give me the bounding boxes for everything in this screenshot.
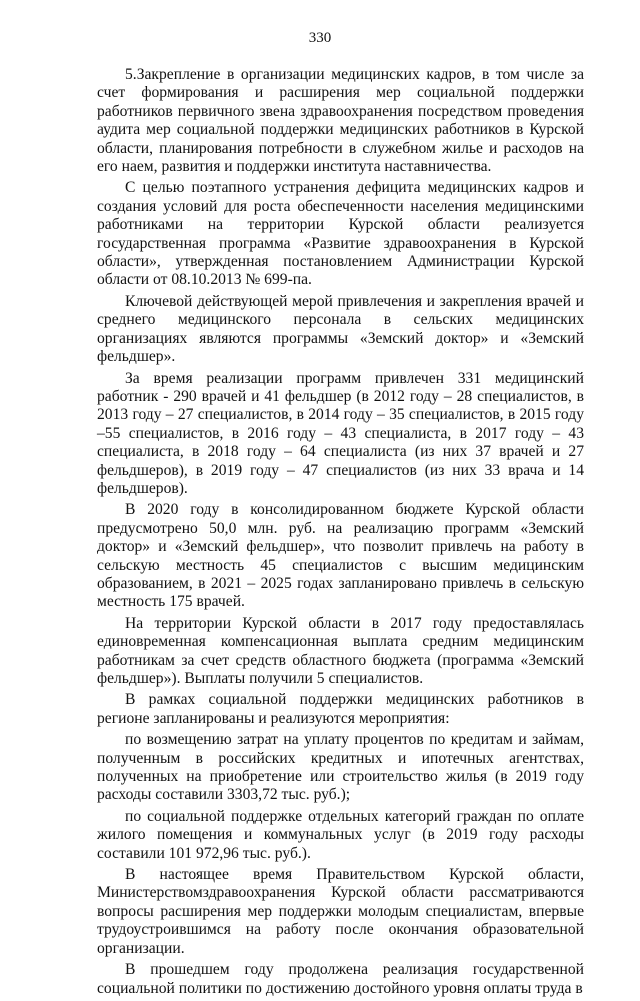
document-body: [97, 66, 584, 1001]
paragraph-state-program: С целью поэтапного устранения дефицита медицинских кадров и создания условий для роста обеспеченности населения медицинскими работниками на территории Курской области реализуется государственная программа «Развитие здравоохранения в Курской области», утвержденная постановлением Администрации Курской области от 08.10.2013 № 699-па.: [97, 179, 584, 289]
paragraph-support-measures: В рамках социальной поддержки медицинских работников в регионе запланированы и реализуются мероприятия:: [97, 691, 584, 727]
paragraph-staff-retention: 5.Закрепление в организации медицинских кадров, в том числе за счет формирования и расширения мер социальной поддержки работников первичного звена здравоохранения посредством проведения аудита мер социальной поддержки медицинских работников в Курской области, планирования потребности в служебном жилье и расходов на его наем, развития и поддержки института наставничества.: [97, 66, 584, 176]
paragraph-compensation-2017: На территории Курской области в 2017 году предоставлялась единовременная компенсационная выплата средним медицинским работникам за счет средств областного бюджета (программа «Земский фельдшер»). Выплаты получили 5 специалистов.: [97, 614, 584, 687]
paragraph-program-results: За время реализации программ привлечен 331 медицинский работник - 290 врачей и 41 фельдшер (в 2012 году – 28 специалистов, в 2013 году – 27 специалистов, в 2014 году – 35 специалистов, в 2015 году –55 специалистов, в 2016 году – 43 специалиста, в 2017 году – 43 специалиста, в 2018 году – 64 специалиста (из них 37 врачей и 27 фельдшеров), в 2019 году – 47 специалистов (из них 33 врача и 14 фельдшеров).: [97, 369, 584, 497]
paragraph-zemsky-programs: Ключевой действующей мерой привлечения и закрепления врачей и среднего медицинского персонала в сельских медицинских организациях являются программы «Земский доктор» и «Земский фельдшер».: [97, 292, 584, 366]
paragraph-mortgage-compensation: по возмещению затрат на уплату процентов по кредитам и займам, полученным в российских кредитных и ипотечных агентствах, полученных на приобретение или строительство жилья (в 2019 году расходы составили 3303,72 тыс. руб.);: [97, 731, 584, 804]
page-number: 330: [308, 30, 332, 46]
paragraph-utility-support: по социальной поддержке отдельных категорий граждан по оплате жилого помещения и коммунальных услуг (в 2019 году расходы составили 101 972,96 тыс. руб.).: [97, 807, 584, 862]
paragraph-budget-2020: В 2020 году в консолидированном бюджете Курской области предусмотрено 50,0 млн. руб. на реализацию программ «Земский доктор» и «Земский фельдшер», что позволит привлечь на работу в сельскую местность 45 специалистов с высшим медицинским образованием, в 2021 – 2025 годах запланировано привлечь в сельскую местность 175 врачей.: [97, 501, 584, 611]
paragraph-wage-policy: В прошедшем году продолжена реализация государственной социальной политики по достижению достойного уровня оплаты труда в: [97, 961, 584, 997]
paragraph-young-specialists: В настоящее время Правительством Курской области, Министерствомздравоохранения Курской области рассматриваются вопросы расширения мер поддержки молодым специалистам, впервые трудоустроившимся на работу после окончания образовательной организации.: [97, 866, 584, 957]
